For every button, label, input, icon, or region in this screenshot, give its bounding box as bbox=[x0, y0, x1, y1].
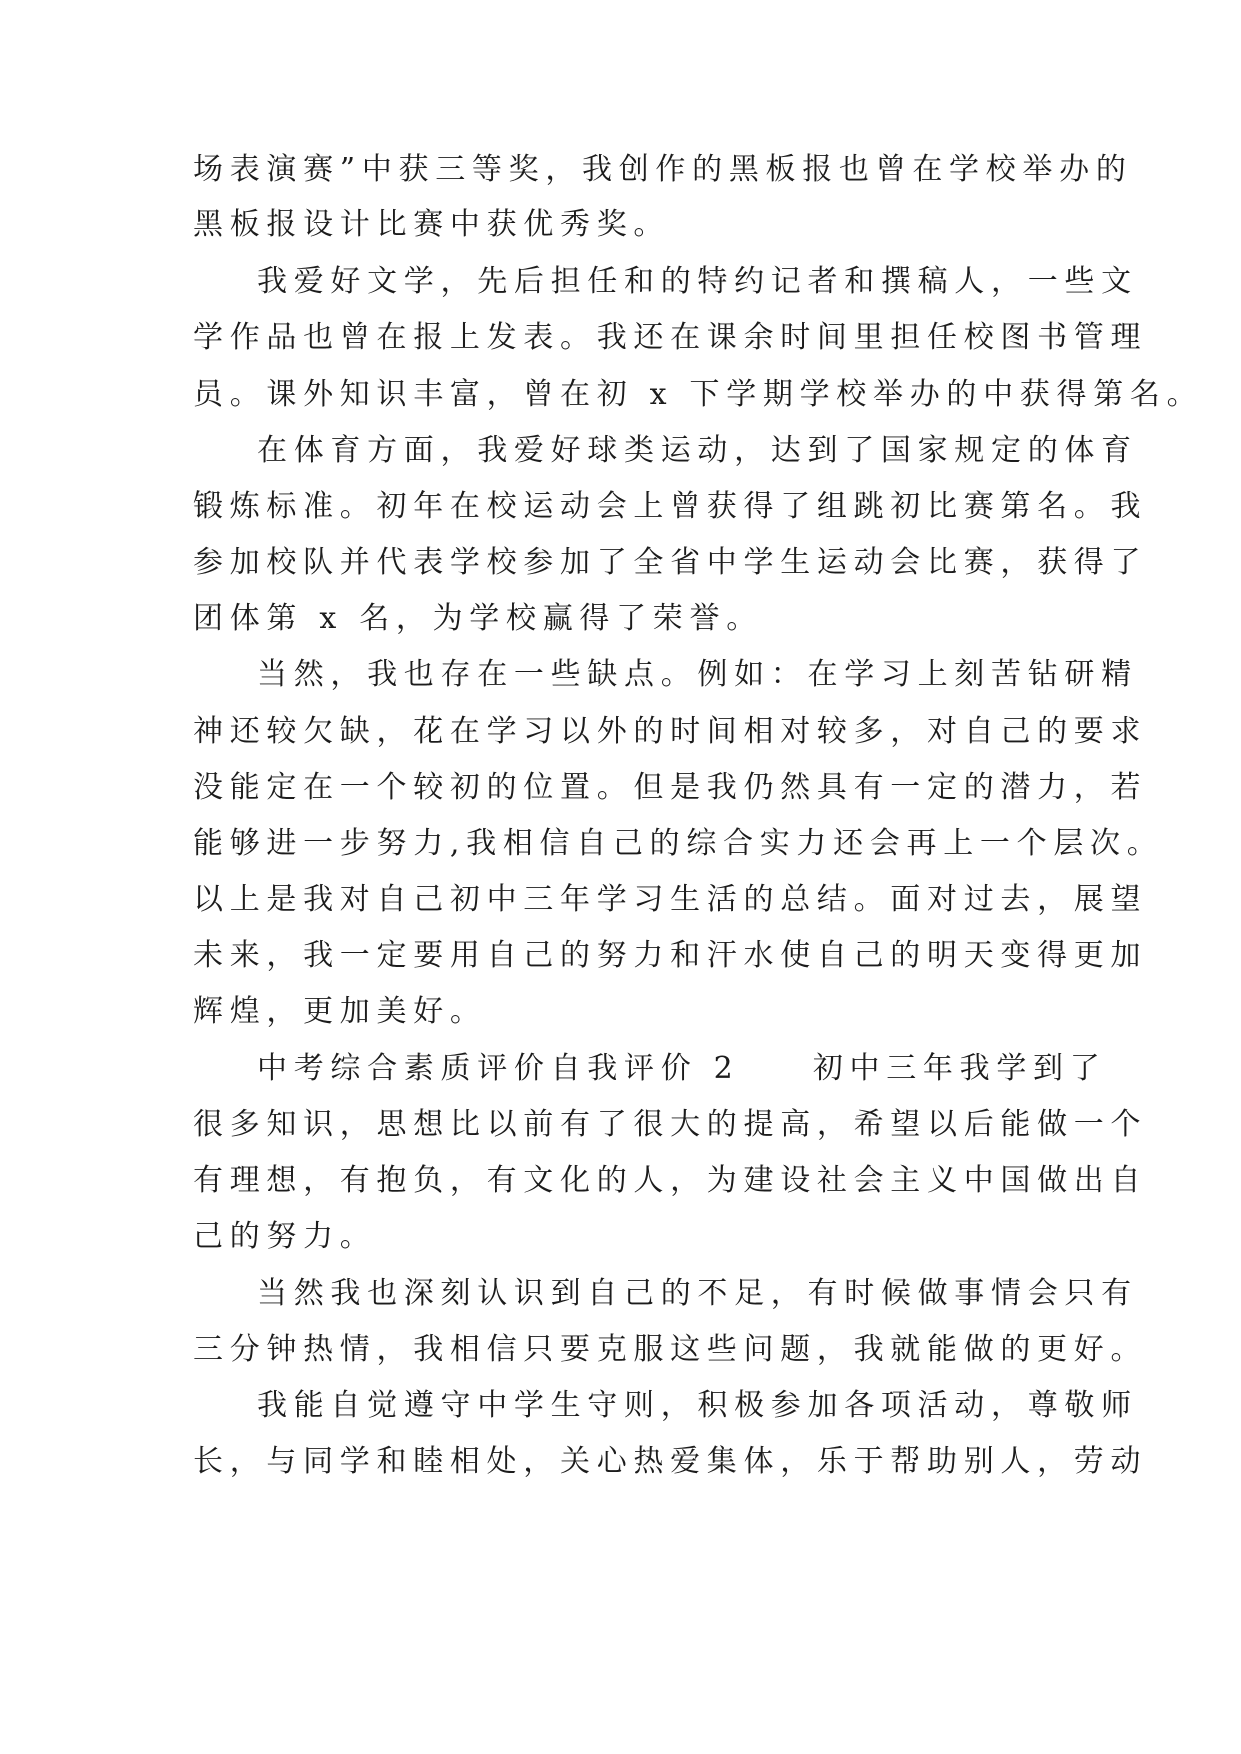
text-line: 神还较欠缺，花在学习以外的时间相对较多，对自己的要求 bbox=[193, 714, 1148, 749]
text-line: 辉煌，更加美好。 bbox=[193, 994, 487, 1029]
paragraph-first-line: 当然我也深刻认识到自己的不足，有时候做事情会只有 bbox=[257, 1276, 1138, 1311]
text-line: 参加校队并代表学校参加了全省中学生运动会比赛，获得了 bbox=[193, 545, 1148, 580]
text-line: 没能定在一个较初的位置。但是我仍然具有一定的潜力，若 bbox=[193, 770, 1148, 805]
text-line: 长，与同学和睦相处，关心热爱集体，乐于帮助别人，劳动 bbox=[193, 1444, 1148, 1479]
text-line: 黑板报设计比赛中获优秀奖。 bbox=[193, 207, 671, 242]
text-line: 团体第 x 名，为学校赢得了荣誉。 bbox=[193, 601, 763, 636]
text-line: 员。课外知识丰富，曾在初 x 下学期学校举办的中获得第名。 bbox=[193, 377, 1204, 412]
text-line: 以上是我对自己初中三年学习生活的总结。面对过去，展望 bbox=[193, 882, 1148, 917]
text-line: 未来，我一定要用自己的努力和汗水使自己的明天变得更加 bbox=[193, 938, 1148, 973]
paragraph-first-line: 我爱好文学，先后担任和的特约记者和撰稿人，一些文 bbox=[257, 264, 1138, 299]
paragraph-first-line: 当然，我也存在一些缺点。例如：在学习上刻苦钻研精 bbox=[257, 657, 1138, 692]
section-heading-line: 中考综合素质评价自我评价 2 初中三年我学到了 bbox=[257, 1051, 1107, 1086]
text-line: 学作品也曾在报上发表。我还在课余时间里担任校图书管理 bbox=[193, 320, 1148, 355]
paragraph-first-line: 我能自觉遵守中学生守则，积极参加各项活动，尊敬师 bbox=[257, 1388, 1138, 1423]
paragraph-first-line: 在体育方面，我爱好球类运动，达到了国家规定的体育 bbox=[257, 433, 1138, 468]
text-line: 锻炼标准。初年在校运动会上曾获得了组跳初比赛第名。我 bbox=[193, 489, 1148, 524]
text-line: 有理想，有抱负，有文化的人，为建设社会主义中国做出自 bbox=[193, 1163, 1148, 1198]
text-line: 场表演赛”中获三等奖，我创作的黑板报也曾在学校举办的 bbox=[193, 152, 1133, 187]
text-line: 己的努力。 bbox=[193, 1219, 377, 1254]
text-line: 很多知识，思想比以前有了很大的提高，希望以后能做一个 bbox=[193, 1107, 1148, 1142]
text-line: 能够进一步努力,我相信自己的综合实力还会再上一个层次。 bbox=[193, 826, 1164, 861]
text-line: 三分钟热情，我相信只要克服这些问题，我就能做的更好。 bbox=[193, 1332, 1148, 1367]
